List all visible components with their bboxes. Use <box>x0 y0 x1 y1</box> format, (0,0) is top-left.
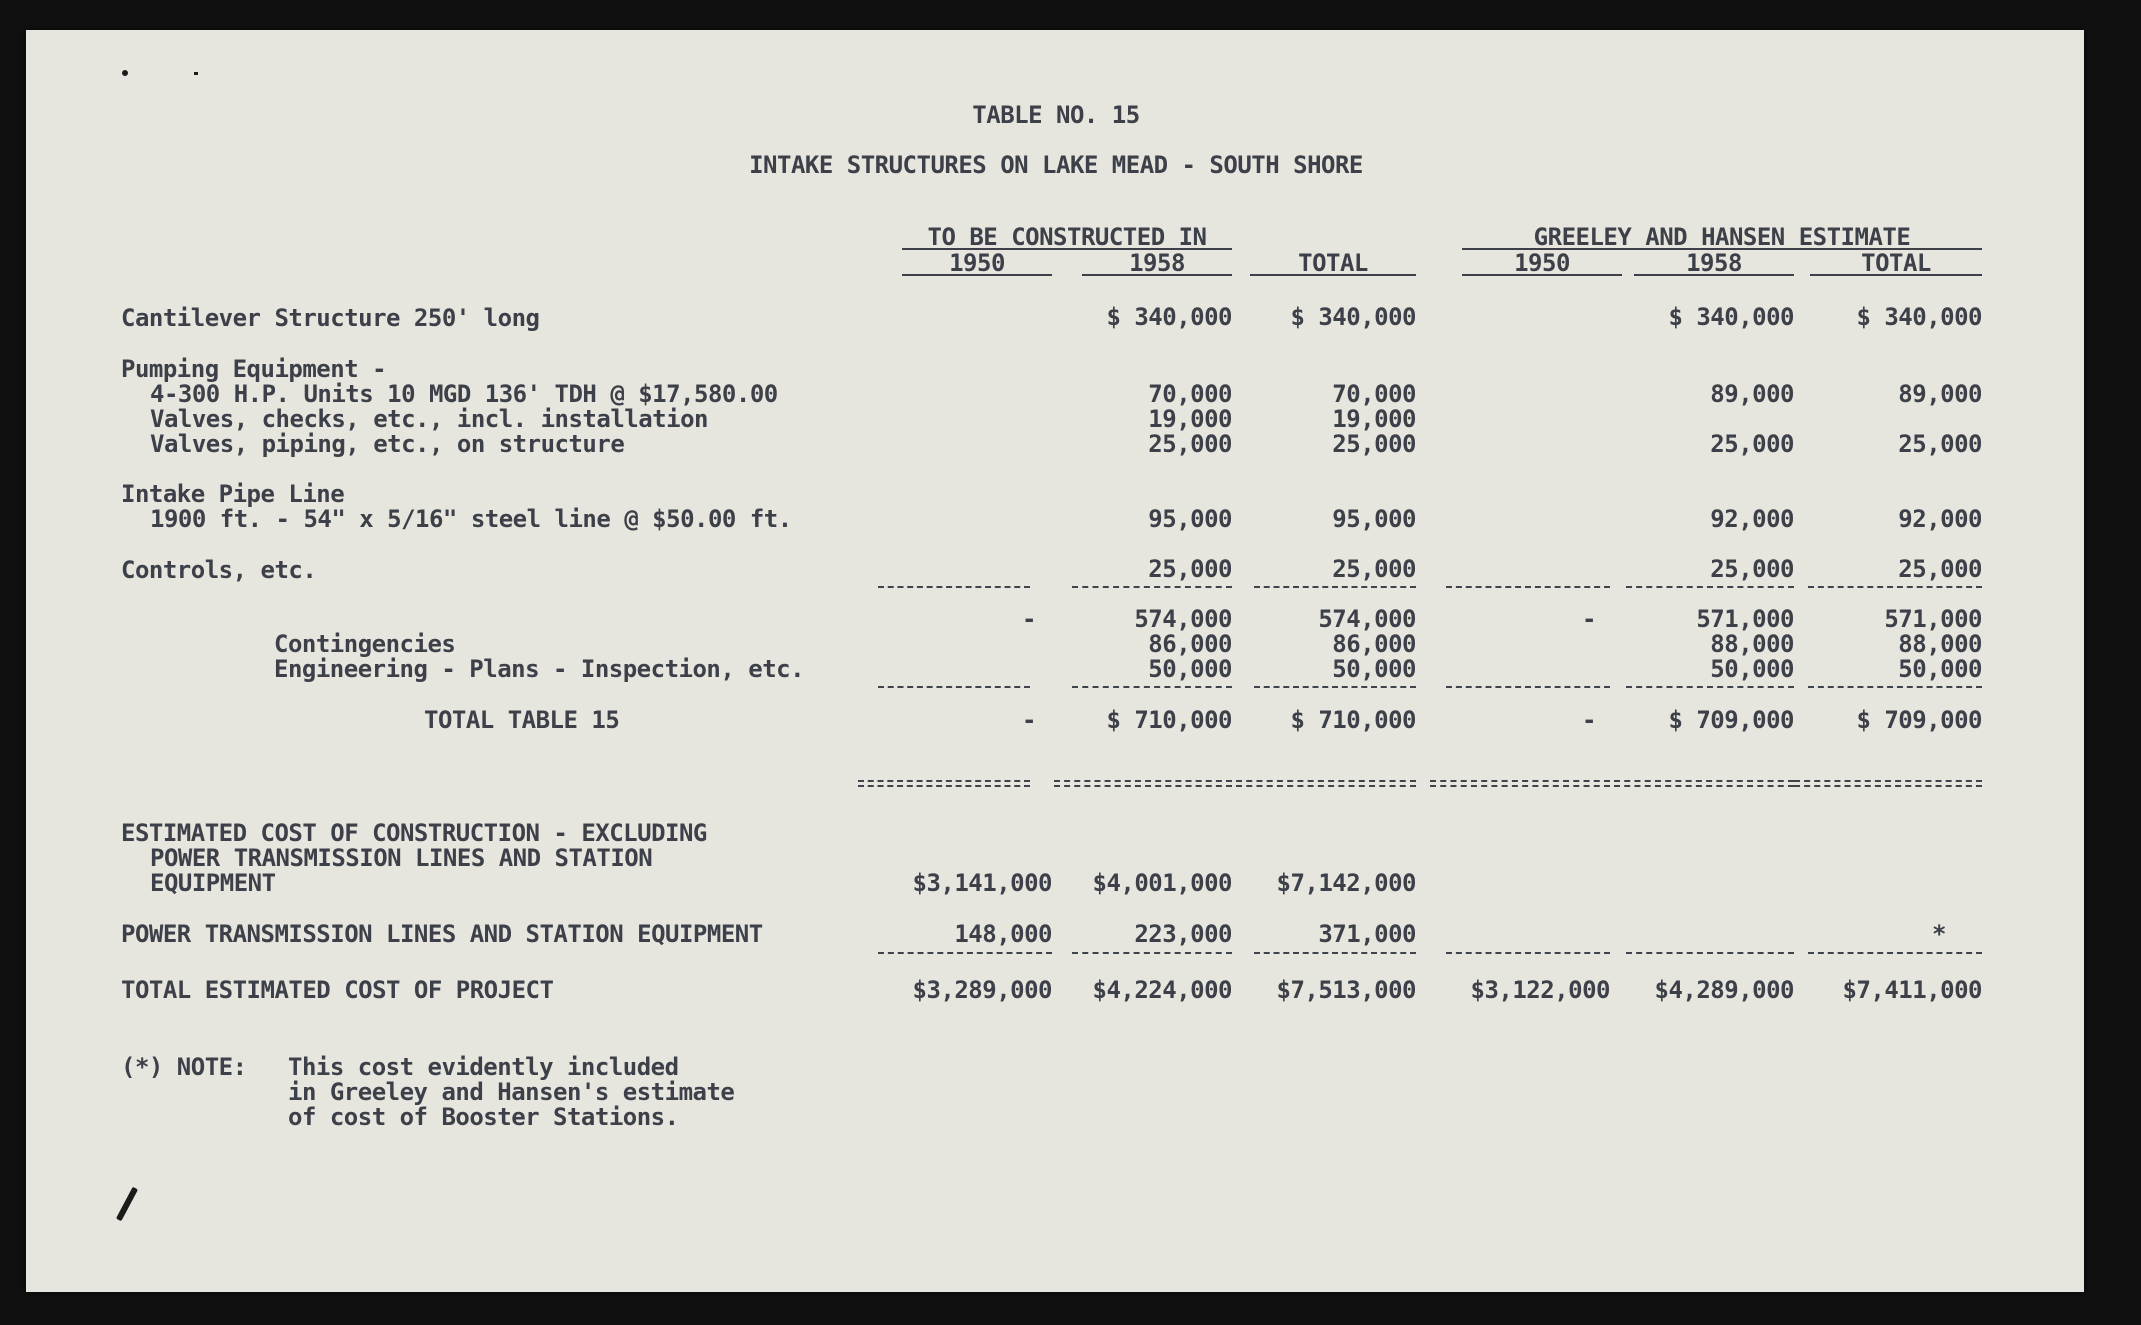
cell-contingencies-est-1958: 88,000 <box>1710 630 1794 658</box>
cell-engineering-est-total: 50,000 <box>1898 655 1982 683</box>
cell-engineering-total: 50,000 <box>1332 655 1416 683</box>
cell-subtotal-1958: 574,000 <box>1134 605 1232 633</box>
rule-power-est-1950 <box>1446 952 1610 954</box>
rule-controls-est-total <box>1808 586 1982 588</box>
table-title: TABLE NO. 15 <box>972 101 1140 129</box>
row-label-valves-piping: Valves, piping, etc., on structure <box>150 430 625 458</box>
col-header-1958-estimate: 1958 <box>1634 252 1794 276</box>
cell-power-1958: 223,000 <box>1134 920 1232 948</box>
cell-estimated-cost-total: $7,142,000 <box>1276 869 1416 897</box>
double-rule-1950 <box>858 780 1030 787</box>
row-label-steel-line: 1900 ft. - 54" x 5/16" steel line @ $50.00 ft. <box>150 505 792 533</box>
row-label-cantilever: Cantilever Structure 250' long <box>121 304 540 332</box>
cell-total-table-est-total: $ 709,000 <box>1856 706 1982 734</box>
cell-controls-total: 25,000 <box>1332 555 1416 583</box>
cell-total-table-total: $ 710,000 <box>1290 706 1416 734</box>
col-header-1950-constructed: 1950 <box>902 252 1052 276</box>
row-label-estimated-cost-line2: POWER TRANSMISSION LINES AND STATION <box>150 844 653 872</box>
row-label-controls: Controls, etc. <box>121 556 317 584</box>
double-rule-total <box>1236 780 1416 787</box>
col-header-total-estimate: TOTAL <box>1810 252 1982 276</box>
row-label-intake-pipe-line: Intake Pipe Line <box>121 480 345 508</box>
cell-total-project-est-1950: $3,122,000 <box>1470 976 1610 1004</box>
col-header-1958-constructed: 1958 <box>1082 252 1232 276</box>
rule-engineering-total <box>1254 686 1416 688</box>
double-rule-1958 <box>1054 780 1232 787</box>
note-line-2: in Greeley and Hansen's estimate <box>288 1078 735 1106</box>
row-label-contingencies: Contingencies <box>274 630 456 658</box>
rule-controls-1950 <box>878 586 1030 588</box>
cell-subtotal-total: 574,000 <box>1318 605 1416 633</box>
note-line-1: This cost evidently included <box>288 1053 679 1081</box>
cell-total-table-est-1958: $ 709,000 <box>1668 706 1794 734</box>
cell-steel-line-est-total: 92,000 <box>1898 505 1982 533</box>
rule-power-1950 <box>878 952 1052 954</box>
row-label-valves-checks: Valves, checks, etc., incl. installation <box>150 405 708 433</box>
cell-subtotal-est-1950: - <box>1582 605 1596 633</box>
cell-estimated-cost-1950: $3,141,000 <box>912 869 1052 897</box>
cell-cantilever-est-total: $ 340,000 <box>1856 303 1982 331</box>
rule-controls-total <box>1254 586 1416 588</box>
row-label-power-transmission: POWER TRANSMISSION LINES AND STATION EQUIPMENT <box>121 920 763 948</box>
cell-valves-piping-est-1958: 25,000 <box>1710 430 1794 458</box>
document-page <box>26 30 2084 1292</box>
rule-power-1958 <box>1072 952 1232 954</box>
row-label-engineering: Engineering - Plans - Inspection, etc. <box>274 655 805 683</box>
row-label-total-project: TOTAL ESTIMATED COST OF PROJECT <box>121 976 554 1004</box>
cell-subtotal-est-1958: 571,000 <box>1696 605 1794 633</box>
cell-total-project-1958: $4,224,000 <box>1092 976 1232 1004</box>
rule-engineering-est-1950 <box>1446 686 1610 688</box>
cell-estimated-cost-1958: $4,001,000 <box>1092 869 1232 897</box>
group-header-estimate: GREELEY AND HANSEN ESTIMATE <box>1462 226 1982 250</box>
cell-cantilever-1958: $ 340,000 <box>1106 303 1232 331</box>
cell-units-est-total: 89,000 <box>1898 380 1982 408</box>
rule-power-est-total <box>1808 952 1982 954</box>
cell-subtotal-1950: - <box>1022 605 1036 633</box>
cell-steel-line-1958: 95,000 <box>1148 505 1232 533</box>
double-rule-est-total <box>1794 780 1982 787</box>
cell-total-project-total: $7,513,000 <box>1276 976 1416 1004</box>
cell-valves-piping-est-total: 25,000 <box>1898 430 1982 458</box>
cell-contingencies-total: 86,000 <box>1332 630 1416 658</box>
row-label-total-table: TOTAL TABLE 15 <box>424 706 620 734</box>
cell-engineering-est-1958: 50,000 <box>1710 655 1794 683</box>
cell-engineering-1958: 50,000 <box>1148 655 1232 683</box>
cell-steel-line-est-1958: 92,000 <box>1710 505 1794 533</box>
group-header-constructed: TO BE CONSTRUCTED IN <box>902 226 1232 250</box>
rule-power-total <box>1254 952 1416 954</box>
note-line-3: of cost of Booster Stations. <box>288 1103 679 1131</box>
double-rule-est-1958 <box>1614 780 1794 787</box>
ink-speck <box>194 72 198 75</box>
cell-units-1958: 70,000 <box>1148 380 1232 408</box>
rule-controls-1958 <box>1072 586 1232 588</box>
cell-subtotal-est-total: 571,000 <box>1884 605 1982 633</box>
cell-power-est-total: * <box>1932 920 1946 948</box>
cell-steel-line-total: 95,000 <box>1332 505 1416 533</box>
cell-controls-est-total: 25,000 <box>1898 555 1982 583</box>
note-marker: (*) NOTE: <box>121 1053 247 1081</box>
rule-engineering-est-total <box>1808 686 1982 688</box>
col-header-total-constructed: TOTAL <box>1250 252 1416 276</box>
rule-controls-est-1950 <box>1446 586 1610 588</box>
cell-valves-checks-1958: 19,000 <box>1148 405 1232 433</box>
cell-contingencies-est-total: 88,000 <box>1898 630 1982 658</box>
cell-units-total: 70,000 <box>1332 380 1416 408</box>
cell-valves-checks-total: 19,000 <box>1332 405 1416 433</box>
rule-engineering-1958 <box>1072 686 1232 688</box>
ink-speck <box>122 70 128 76</box>
cell-valves-piping-total: 25,000 <box>1332 430 1416 458</box>
cell-total-project-est-total: $7,411,000 <box>1842 976 1982 1004</box>
cell-contingencies-1958: 86,000 <box>1148 630 1232 658</box>
row-label-estimated-cost-line3: EQUIPMENT <box>150 869 276 897</box>
cell-units-est-1958: 89,000 <box>1710 380 1794 408</box>
row-label-estimated-cost-line1: ESTIMATED COST OF CONSTRUCTION - EXCLUDING <box>121 819 707 847</box>
cell-total-table-est-1950: - <box>1582 706 1596 734</box>
cell-controls-est-1958: 25,000 <box>1710 555 1794 583</box>
row-label-units: 4-300 H.P. Units 10 MGD 136' TDH @ $17,580.00 <box>150 380 778 408</box>
rule-engineering-1950 <box>878 686 1030 688</box>
cell-cantilever-total: $ 340,000 <box>1290 303 1416 331</box>
cell-total-table-1950: - <box>1022 706 1036 734</box>
col-header-1950-estimate: 1950 <box>1462 252 1622 276</box>
rule-power-est-1958 <box>1626 952 1794 954</box>
table-subtitle: INTAKE STRUCTURES ON LAKE MEAD - SOUTH SHORE <box>749 151 1363 179</box>
cell-total-project-est-1958: $4,289,000 <box>1654 976 1794 1004</box>
rule-controls-est-1958 <box>1626 586 1794 588</box>
cell-controls-1958: 25,000 <box>1148 555 1232 583</box>
cell-total-table-1958: $ 710,000 <box>1106 706 1232 734</box>
rule-engineering-est-1958 <box>1626 686 1794 688</box>
cell-power-1950: 148,000 <box>954 920 1052 948</box>
cell-cantilever-est-1958: $ 340,000 <box>1668 303 1794 331</box>
double-rule-est-1950 <box>1430 780 1610 787</box>
cell-power-total: 371,000 <box>1318 920 1416 948</box>
cell-total-project-1950: $3,289,000 <box>912 976 1052 1004</box>
cell-valves-piping-1958: 25,000 <box>1148 430 1232 458</box>
row-label-pumping-equipment: Pumping Equipment - <box>121 355 387 383</box>
pen-mark <box>116 1187 138 1222</box>
